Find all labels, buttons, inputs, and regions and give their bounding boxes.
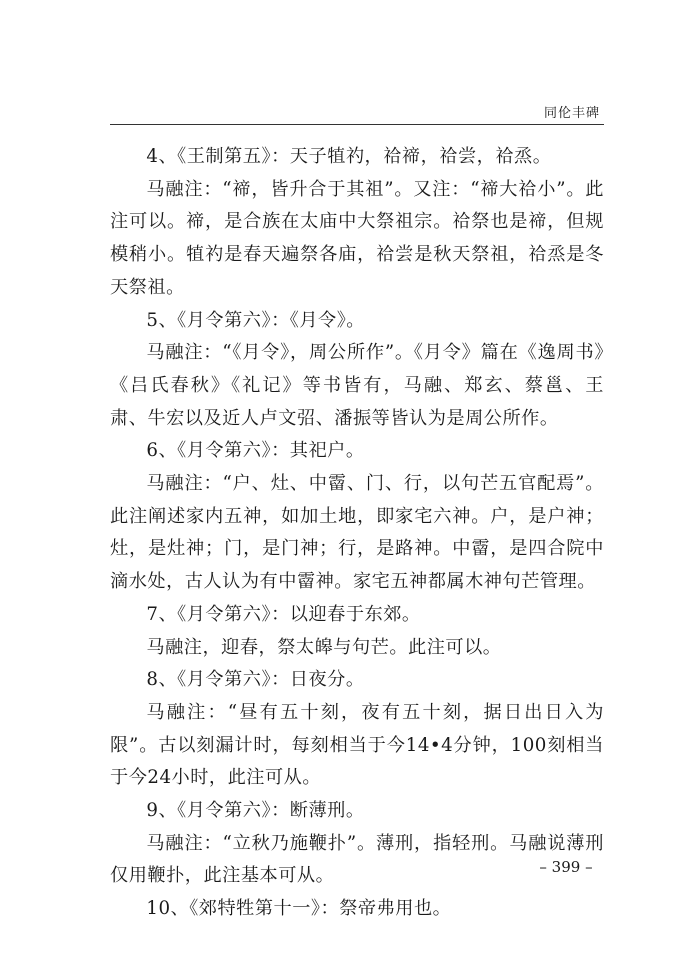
paragraph-item-6: 6、《月令第六》：其祀户。 xyxy=(146,440,365,462)
paragraph-item-9: 9、《月令第六》：断薄刑。 xyxy=(146,800,365,822)
paragraph-item-7: 7、《月令第六》：以迎春于东郊。 xyxy=(146,603,421,625)
paragraph-commentary-5: 马融注：“《月令》，周公所作”。《月令》篇在《逸周书》《吕氏春秋》《礼记》等书皆有，马融、郑玄、蔡邕、王肃、牛宏以及近人卢文弨、潘振等皆认为是周公所作。 xyxy=(110,342,604,429)
paragraph-item-5: 5、《月令第六》：《月令》。 xyxy=(146,309,365,331)
running-header xyxy=(110,100,604,125)
running-title: 同伦丰碑 xyxy=(543,106,600,121)
page-number: – 399 – xyxy=(539,858,593,876)
paragraph-commentary-4: 马融注：“禘，皆升合于其祖”。又注：“禘大祫小”。此注可以。禘，是合族在太庙中大祭祖宗。祫祭也是禘，但规模稍小。犆礿是春天遍祭各庙，祫尝是秋天祭祖，祫烝是冬天祭祖。 xyxy=(110,178,604,298)
paragraph-item-8: 8、《月令第六》：日夜分。 xyxy=(146,669,365,691)
paragraph-commentary-8: 马融注：“昼有五十刻，夜有五十刻，据日出日入为限”。古以刻漏计时，每刻相当于今14•4分钟，100刻相当于今24小时，此注可从。 xyxy=(110,701,604,789)
paragraph-item-4: 4、《王制第五》：天子犆礿，祫禘，祫尝，祫烝。 xyxy=(146,146,552,167)
paragraph-commentary-6: 马融注：“户、灶、中霤、门、行，以句芒五官配焉”。此注阐述家内五神，如加土地，即家宅六神。户，是户神；灶，是灶神；门，是门神；行，是路神。中霤，是四合院中滴水处，古人认为有中霤神。家宅五神都属木神句芒管理。 xyxy=(110,473,604,593)
paragraph-item-10: 10、《郊特牲第十一》：祭帝弗用也。 xyxy=(146,898,452,920)
page-body xyxy=(110,141,604,926)
paragraph-commentary-9: 马融注：“立秋乃施鞭扑”。薄刑，指轻刑。马融说薄刑仅用鞭扑，此注基本可从。 xyxy=(110,832,604,887)
paragraph-commentary-7: 马融注，迎春，祭太皞与句芒。此注可以。 xyxy=(146,636,502,658)
